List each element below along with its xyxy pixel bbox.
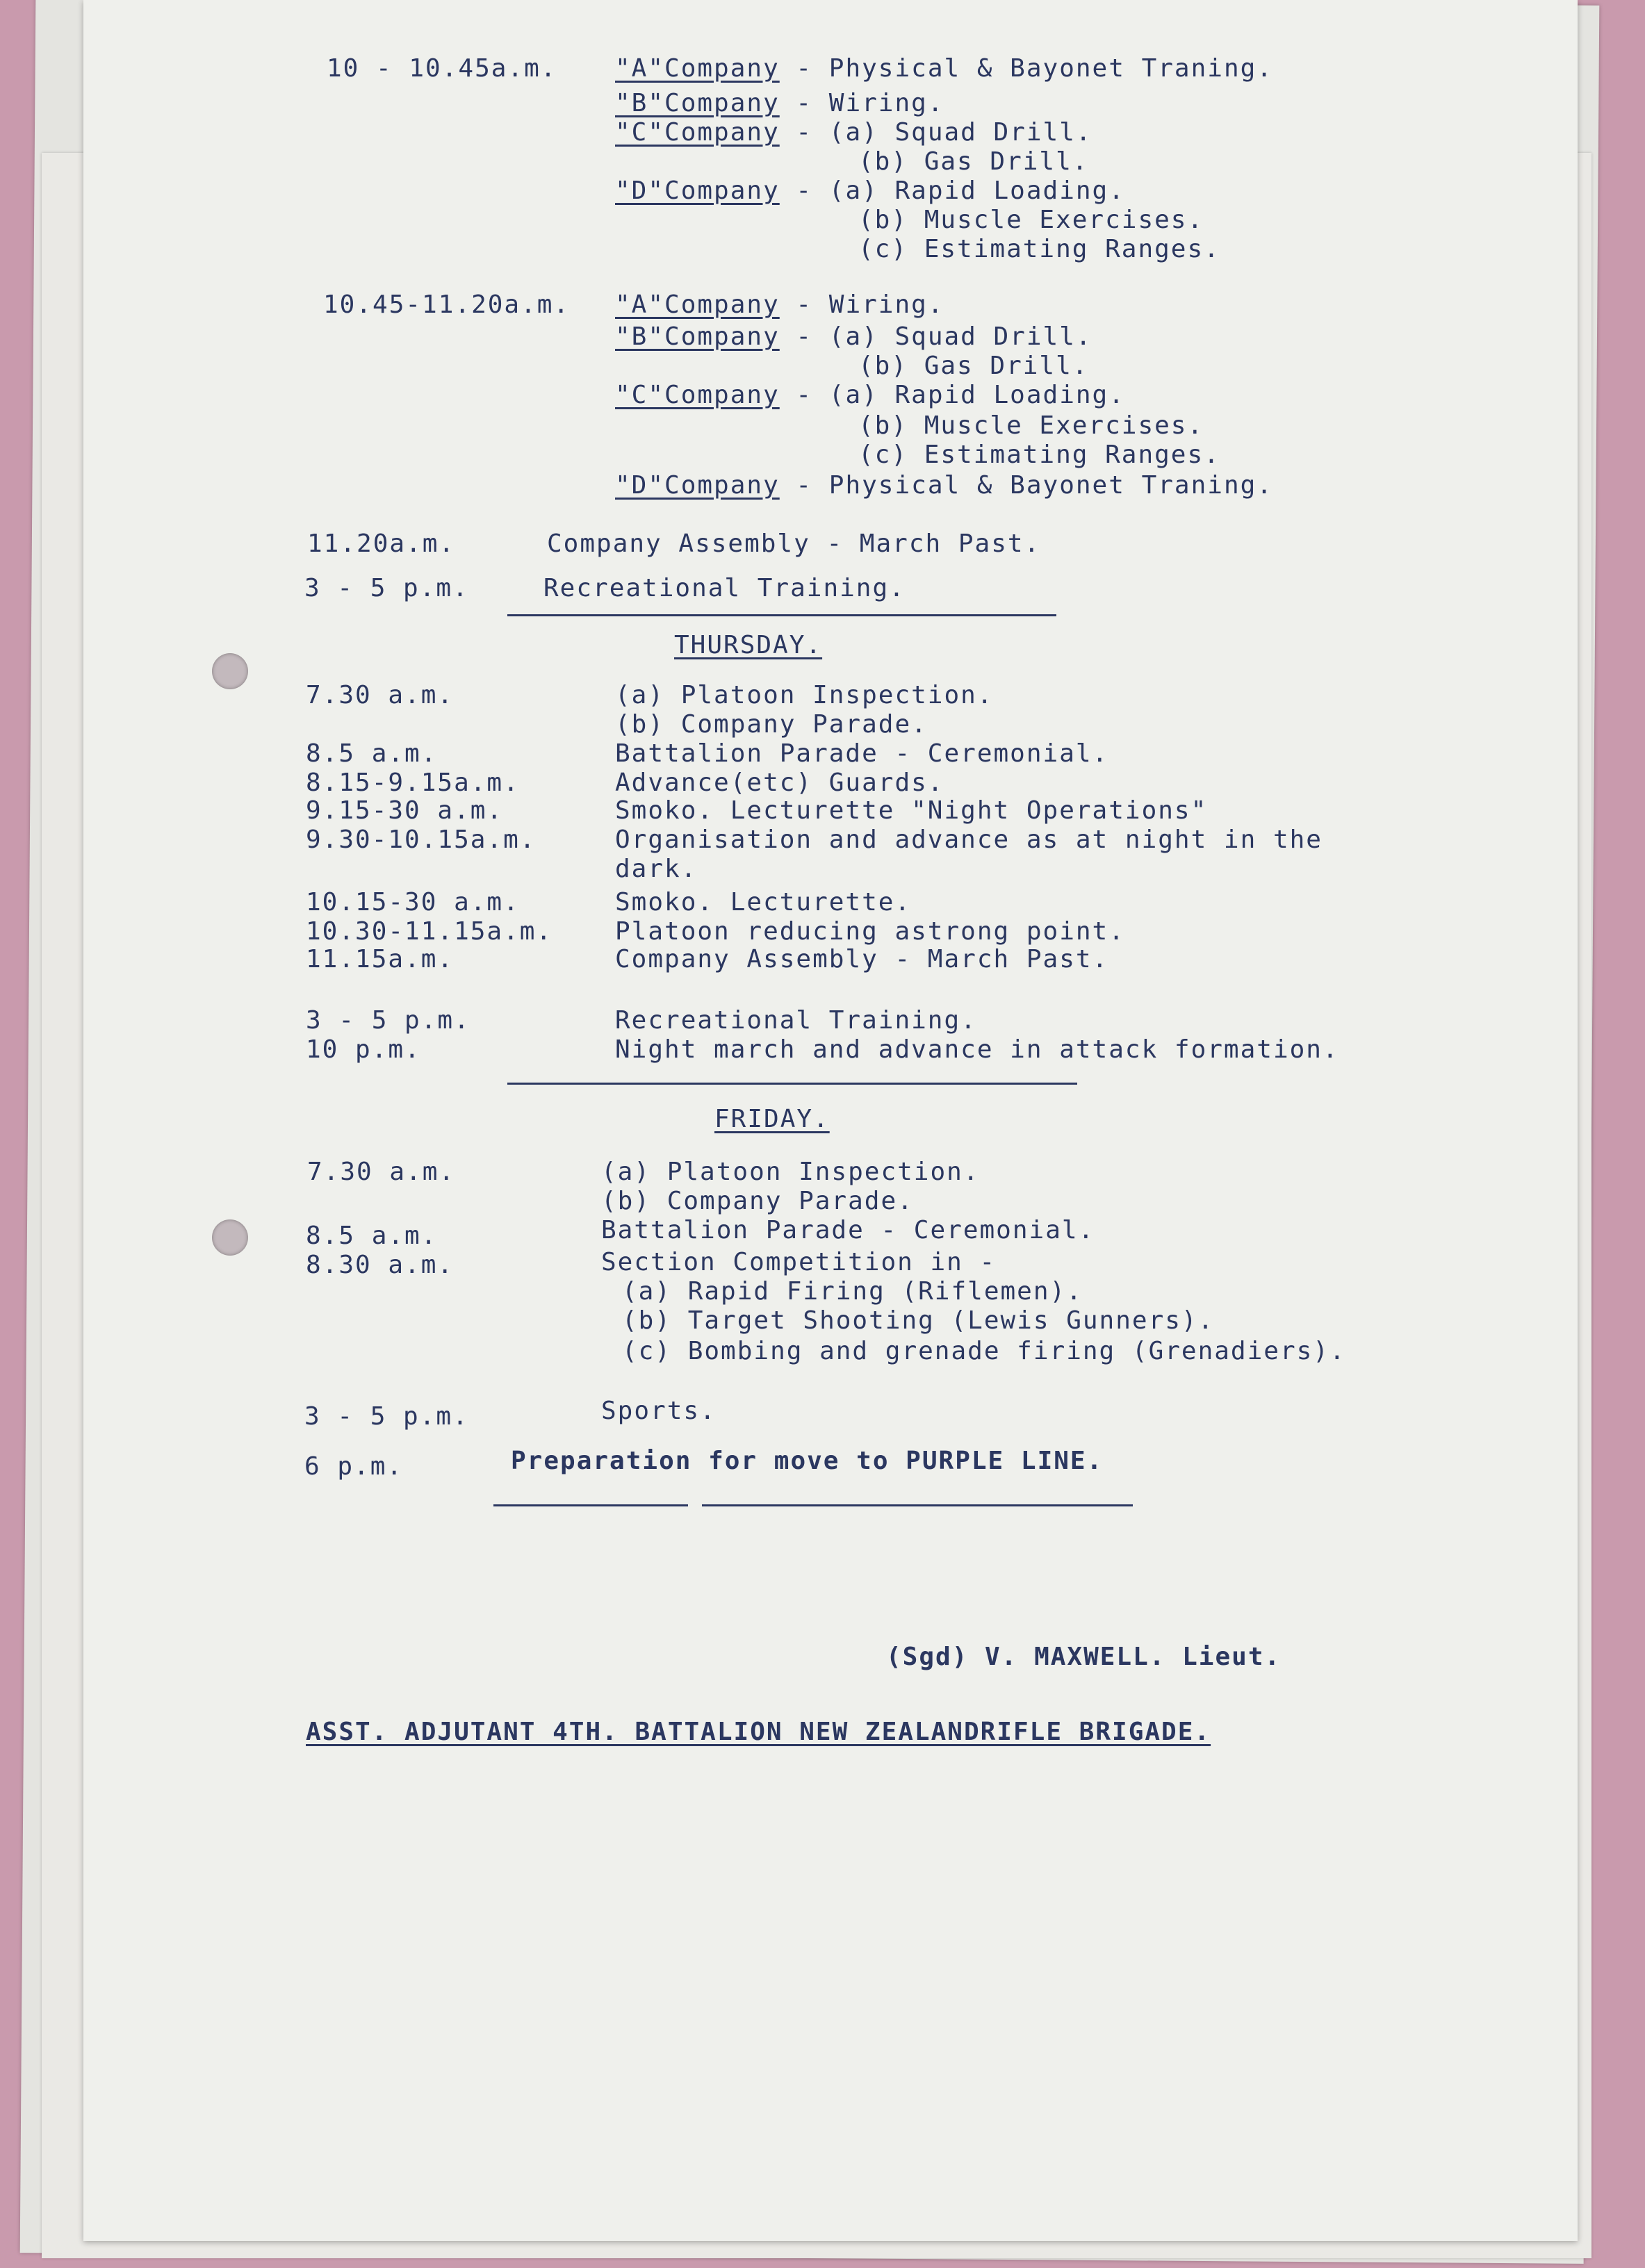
schedule-text: Platoon reducing astrong point. <box>615 917 1125 946</box>
document-page <box>83 0 1578 2241</box>
schedule-time: 8.30 a.m. <box>306 1251 455 1279</box>
punch-hole <box>212 653 248 689</box>
schedule-text: Night march and advance in attack formation. <box>615 1035 1339 1064</box>
schedule-text: (a) Platoon Inspection. <box>615 681 994 709</box>
schedule-time: 9.30-10.15a.m. <box>306 825 537 854</box>
schedule-text: Recreational Training. <box>615 1006 977 1035</box>
section-divider <box>702 1504 1133 1506</box>
block2-row: (b) Gas Drill. <box>858 352 1089 380</box>
block1-row: "A"Company - Physical & Bayonet Traning. <box>615 54 1273 83</box>
schedule-time: 9.15-30 a.m. <box>306 796 504 825</box>
punch-hole <box>212 1219 248 1256</box>
block2-row: (c) Estimating Ranges. <box>858 441 1220 469</box>
block2-time: 10.45-11.20a.m. <box>323 290 571 319</box>
signature: (Sgd) V. MAXWELL. Lieut. <box>886 1643 1282 1671</box>
schedule-time: 7.30 a.m. <box>307 1158 456 1186</box>
block2-row: "D"Company - Physical & Bayonet Traning. <box>615 471 1273 500</box>
section-divider <box>507 1083 1077 1085</box>
schedule-text: Battalion Parade - Ceremonial. <box>601 1216 1095 1244</box>
schedule-time: 10 p.m. <box>306 1035 421 1064</box>
block2-row: (b) Muscle Exercises. <box>858 411 1204 440</box>
schedule-time: 8.5 a.m. <box>306 739 438 768</box>
schedule-text: (b) Target Shooting (Lewis Gunners). <box>622 1306 1215 1335</box>
schedule-time: 10.15-30 a.m. <box>306 888 520 917</box>
schedule-text: Organisation and advance as at night in the <box>615 825 1323 854</box>
day-heading-thursday: THURSDAY. <box>674 631 823 659</box>
block1-row: (b) Gas Drill. <box>858 147 1089 176</box>
schedule-text: Company Assembly - March Past. <box>615 945 1109 973</box>
schedule-text: Advance(etc) Guards. <box>615 769 944 797</box>
schedule-time: 11.15a.m. <box>306 945 455 973</box>
block1-time: 10 - 10.45a.m. <box>327 54 557 83</box>
section-divider <box>493 1504 688 1506</box>
schedule-time: 10.30-11.15a.m. <box>306 917 553 946</box>
signatory-title: ASST. ADJUTANT 4TH. BATTALION NEW ZEALANDRIFLE BRIGADE. <box>306 1718 1211 1746</box>
schedule-time: 3 - 5 p.m. <box>304 574 469 602</box>
block1-row: (c) Estimating Ranges. <box>858 235 1220 263</box>
schedule-time: 3 - 5 p.m. <box>306 1006 470 1035</box>
schedule-text: (a) Platoon Inspection. <box>601 1158 980 1186</box>
schedule-text: dark. <box>615 855 698 883</box>
block2-row: "A"Company - Wiring. <box>615 290 944 319</box>
schedule-text: Section Competition in - <box>601 1248 997 1276</box>
day-heading-friday: FRIDAY. <box>714 1105 830 1133</box>
block1-row: (b) Muscle Exercises. <box>858 206 1204 234</box>
schedule-time: 7.30 a.m. <box>306 681 455 709</box>
schedule-text: Sports. <box>601 1397 717 1425</box>
block2-row: "B"Company - (a) Squad Drill. <box>615 322 1092 351</box>
schedule-time: 11.20a.m. <box>307 529 456 558</box>
schedule-text: (a) Rapid Firing (Riflemen). <box>622 1277 1083 1306</box>
section-divider <box>507 614 1056 616</box>
block1-row: "D"Company - (a) Rapid Loading. <box>615 176 1125 205</box>
schedule-text: Smoko. Lecturette "Night Operations" <box>615 796 1208 825</box>
schedule-text: (b) Company Parade. <box>601 1187 914 1215</box>
schedule-text: (b) Company Parade. <box>615 710 928 739</box>
schedule-text: Company Assembly - March Past. <box>547 529 1041 558</box>
schedule-time: 8.15-9.15a.m. <box>306 769 520 797</box>
schedule-time: 8.5 a.m. <box>306 1222 438 1250</box>
block1-row: "C"Company - (a) Squad Drill. <box>615 118 1092 147</box>
schedule-time: 6 p.m. <box>304 1452 404 1481</box>
schedule-text: Recreational Training. <box>543 574 906 602</box>
schedule-text: (c) Bombing and grenade firing (Grenadiers). <box>622 1337 1346 1365</box>
block2-row: "C"Company - (a) Rapid Loading. <box>615 381 1125 409</box>
schedule-text: Preparation for move to PURPLE LINE. <box>511 1447 1104 1475</box>
block1-row: "B"Company - Wiring. <box>615 89 944 117</box>
schedule-time: 3 - 5 p.m. <box>304 1402 469 1431</box>
schedule-text: Smoko. Lecturette. <box>615 888 912 917</box>
schedule-text: Battalion Parade - Ceremonial. <box>615 739 1109 768</box>
